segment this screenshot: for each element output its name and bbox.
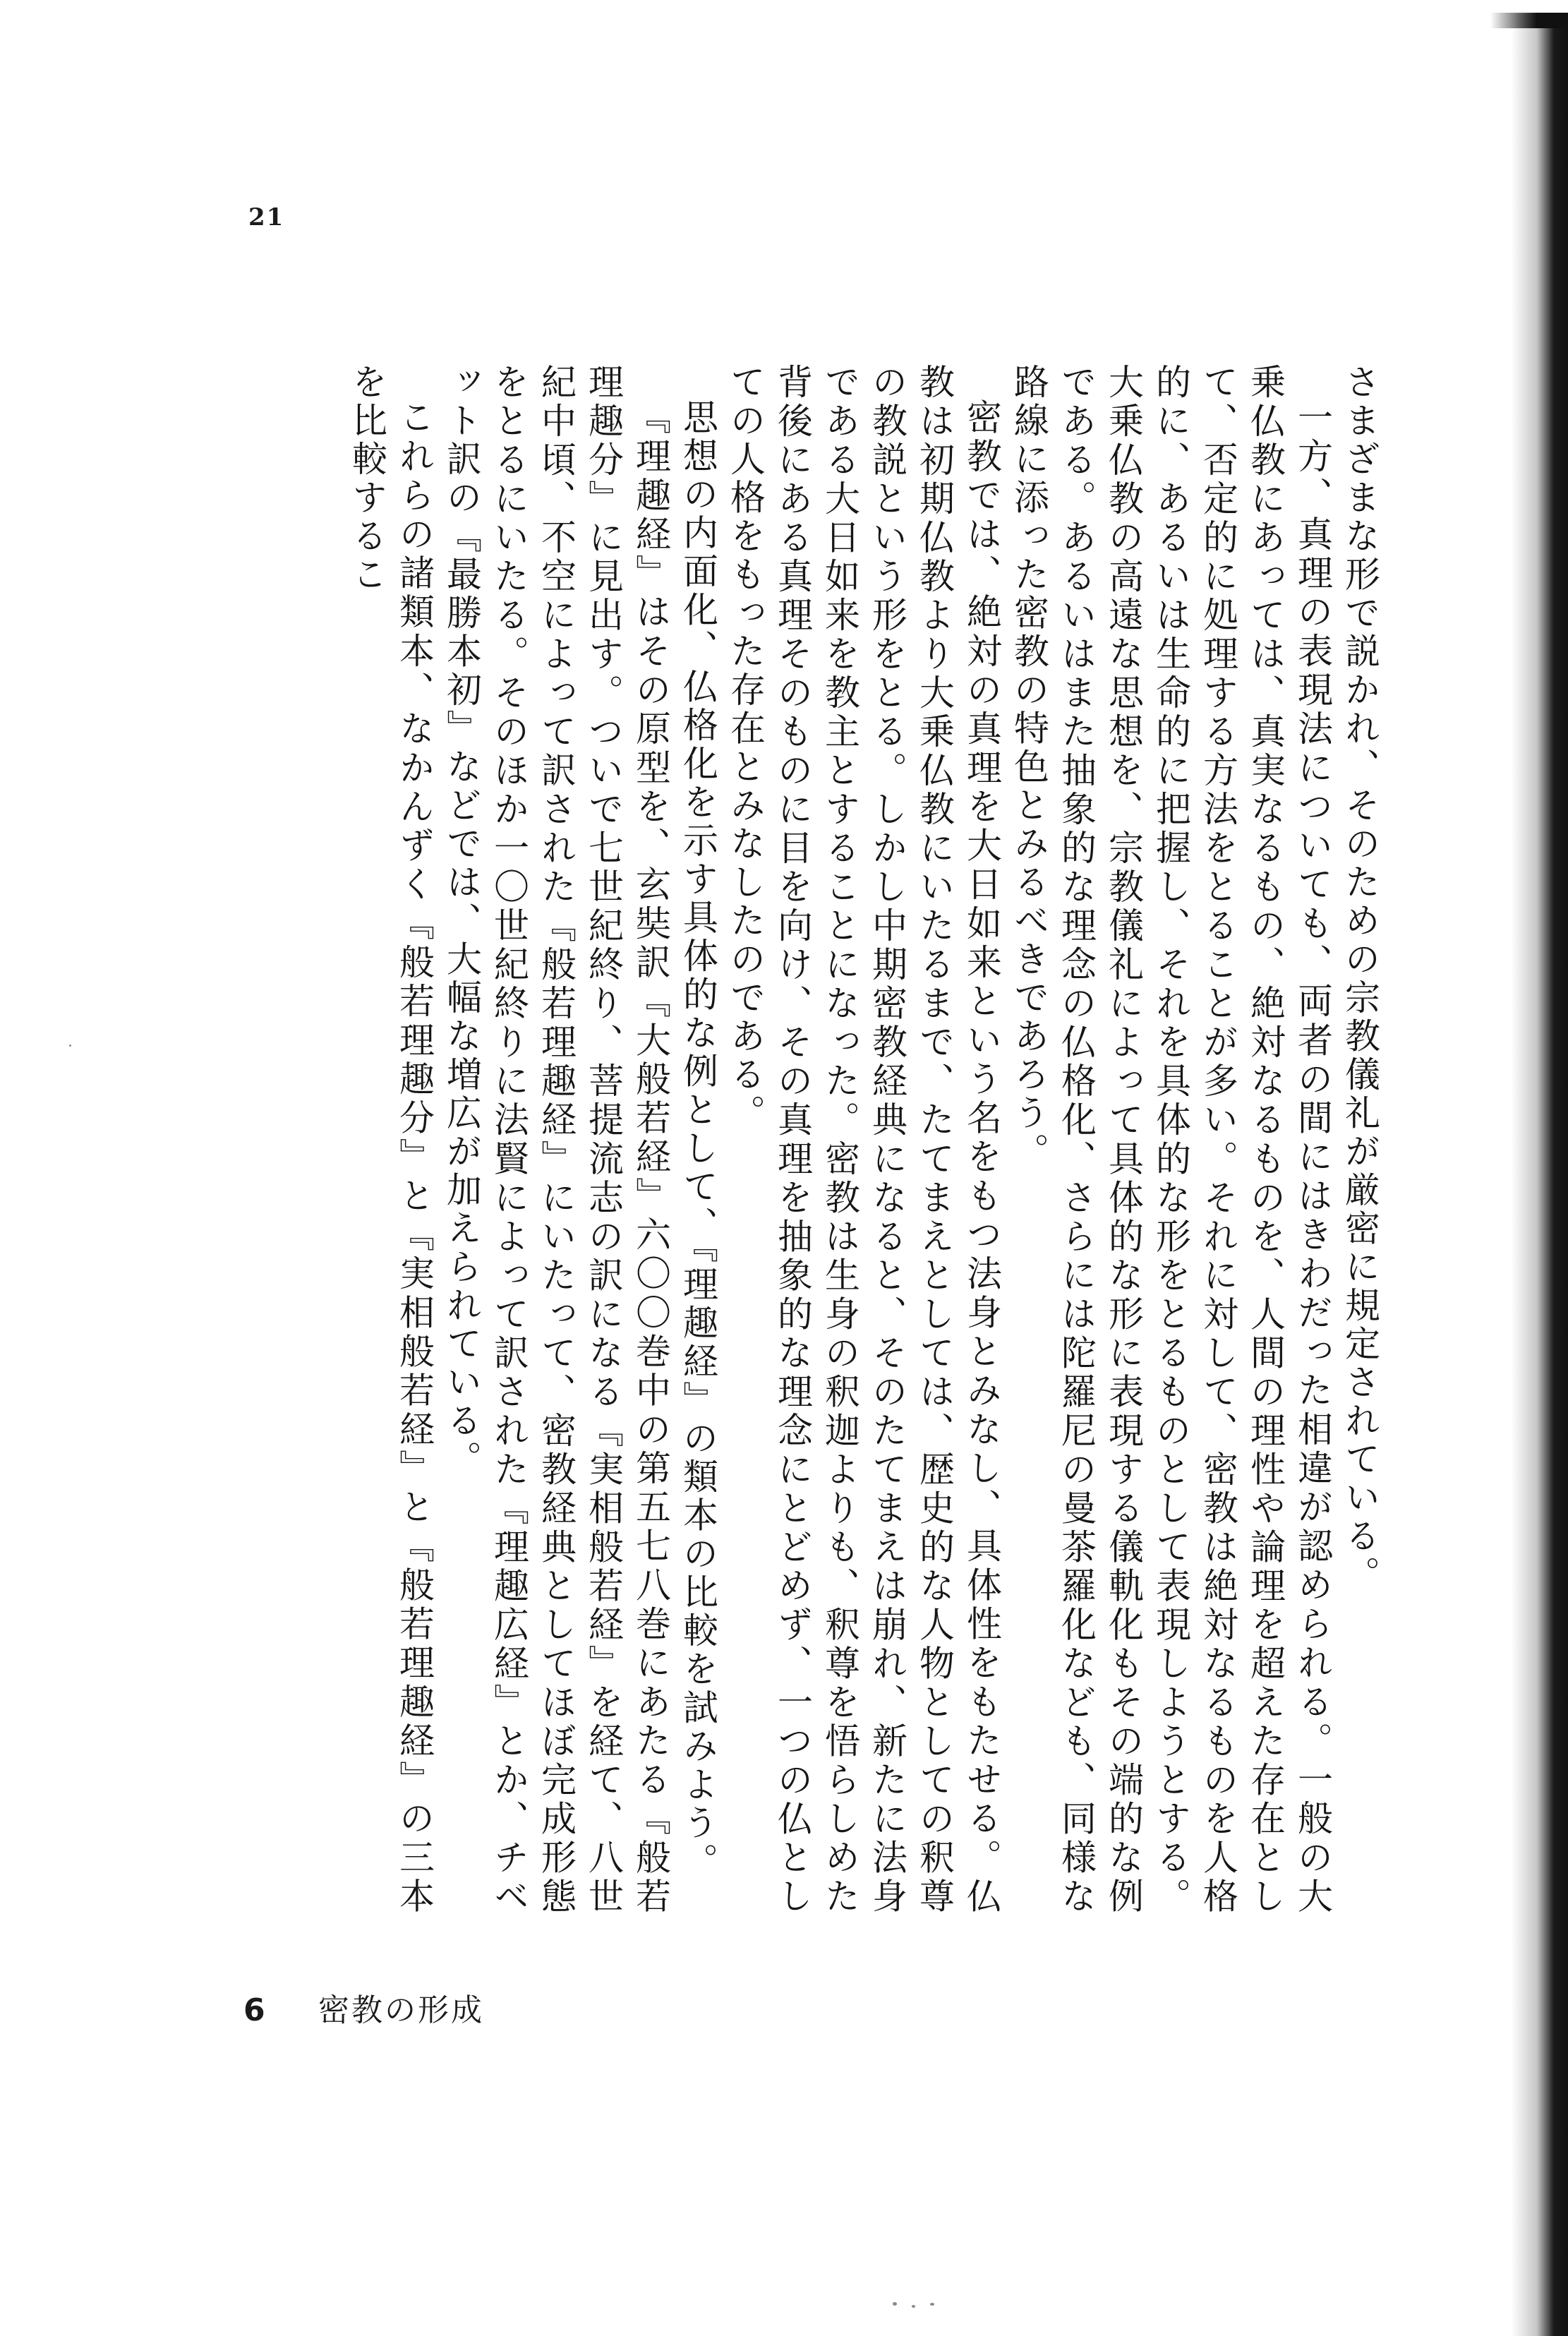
page-number: 21 bbox=[248, 203, 285, 231]
scan-speck bbox=[912, 2305, 915, 2308]
scan-speck bbox=[69, 1044, 71, 1047]
scan-shadow-edge bbox=[1512, 14, 1568, 2336]
scan-shadow-top bbox=[1490, 13, 1568, 28]
chapter-title: 密教の形成 bbox=[318, 1992, 484, 2028]
running-footer bbox=[243, 1985, 484, 2030]
paragraph: 密教では、絶対の真理を大日如来という名をもつ法身とみなし、具体性をもたせる。仏教は初期仏教より大乗仏教にいたるまで、たてまえとしては、歴史的な人物としての釈尊の教説という形をとる。しかし中期密教経典になると、そのたてまえは崩れ、新たに法身である大日如来を教主とすることになった。密教は生身の釈迦よりも、釈尊を悟らしめた背後にある真理そのものに目を向け、その真理を抽象的な理念にとどめず、一つの仏としての人格をもった存在とみなしたのである。 bbox=[725, 363, 1002, 1916]
paragraph: さまざまな形で説かれ、そのための宗教儀礼が厳密に規定されている。 bbox=[1339, 363, 1380, 1594]
paragraph: 思想の内面化、仏格化を示す具体的な例として、『理趣経』の類本の比較を試みよう。 bbox=[677, 399, 718, 1882]
scan-speck bbox=[893, 2302, 897, 2306]
body-text bbox=[282, 363, 1383, 1916]
paragraph: これらの諸類本、なかんずく『般若理趣分』と『実相般若経』と『般若理趣経』の三本を比較するこ bbox=[346, 363, 435, 1916]
paragraph: 『理趣経』はその原型を、玄奘訳『大般若経』六〇〇巻中の第五七八巻にあたる『般若理趣分』に見出す。ついで七世紀終り、菩提流志の訳になる『実相般若経』を経て、八世紀中頃、不空によって訳された『般若理趣経』にいたって、密教経典としてほぼ完成形態をとるにいたる。そのほか一〇世紀終りに法賢によって訳された『理趣広経』とか、チベット訳の『最勝本初』などでは、大幅な増広が加えられている。 bbox=[441, 363, 671, 1916]
chapter-number: 6 bbox=[243, 1992, 265, 2028]
paragraph: 一方、真理の表現法についても、両者の間にはきわだった相違が認められる。一般の大乗仏教にあっては、真実なるもの、絶対なるものを、人間の理性や論理を超えた存在として、否定的に処理する方法をとることが多い。それに対して、密教は絶対なるものを人格的に、あるいは生命的に把握し、それを具体的な形をとるものとして表現しようとする。大乗仏教の高遠な思想を、宗教儀礼によって具体的な形に表現する儀軌化もその端的な例である。あるいはまた抽象的な理念の仏格化、さらには陀羅尼の曼茶羅化なども、同様な路線に添った密教の特色とみるべきであろう。 bbox=[1008, 363, 1333, 1916]
scan-speck bbox=[930, 2303, 934, 2306]
